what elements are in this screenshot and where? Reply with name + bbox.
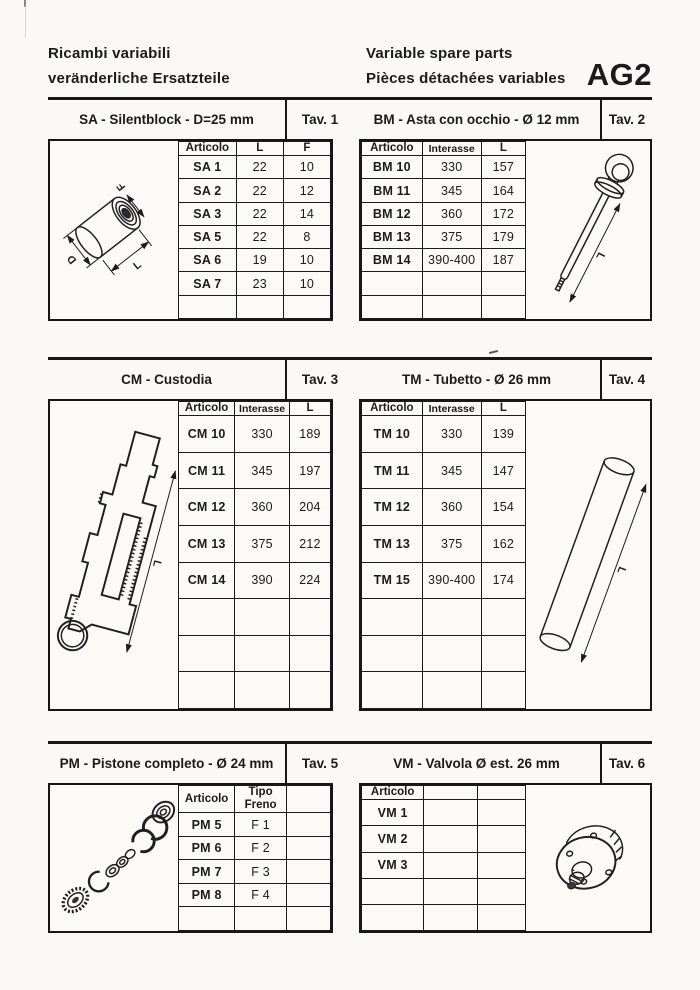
table-cell bbox=[362, 635, 423, 672]
tav-label: Tav. 1 bbox=[301, 112, 339, 127]
table-row bbox=[179, 202, 331, 225]
table-cell bbox=[422, 272, 481, 295]
table-cell: TM 13 bbox=[362, 526, 423, 563]
table-cell: 22 bbox=[236, 225, 283, 248]
section-title-sa: SA - Silentblock - D=25 mm bbox=[79, 112, 254, 127]
header-row bbox=[362, 142, 526, 156]
table-cell: 390 bbox=[235, 562, 290, 599]
header-titles-right bbox=[366, 41, 652, 97]
table-cell: 154 bbox=[481, 489, 525, 526]
table-cell: SA 1 bbox=[179, 156, 237, 179]
column-header: Articolo bbox=[179, 142, 237, 156]
table-cell: 345 bbox=[235, 452, 290, 489]
section-title-pm: PM - Pistone completo - Ø 24 mm bbox=[59, 756, 274, 771]
table-row bbox=[179, 452, 331, 489]
bm-drawing-area bbox=[526, 141, 650, 319]
sa-drawing-area bbox=[50, 141, 178, 319]
tav-label: Tav. 3 bbox=[301, 372, 339, 387]
column-header: Interasse bbox=[235, 402, 290, 416]
table-row bbox=[179, 836, 331, 860]
table-cell bbox=[478, 852, 526, 878]
cm-table bbox=[178, 401, 331, 709]
table-cell: SA 5 bbox=[179, 225, 237, 248]
vm-panel bbox=[359, 783, 652, 933]
table-row bbox=[362, 800, 526, 826]
empty-row bbox=[179, 599, 331, 636]
title-english: Variable spare parts bbox=[366, 45, 513, 62]
table-cell bbox=[362, 672, 423, 709]
table-cell: CM 13 bbox=[179, 526, 235, 563]
table-cell: 10 bbox=[283, 249, 330, 272]
section-title-vm: VM - Valvola Ø est. 26 mm bbox=[393, 756, 560, 771]
table-cell: VM 2 bbox=[362, 826, 424, 852]
table-cell: SA 6 bbox=[179, 249, 237, 272]
vm-drawing-area bbox=[526, 785, 650, 931]
table-cell bbox=[478, 800, 526, 826]
vm-table bbox=[361, 785, 526, 931]
column-header: F bbox=[283, 142, 330, 156]
table-cell: VM 3 bbox=[362, 852, 424, 878]
table-row bbox=[179, 526, 331, 563]
empty-row bbox=[179, 635, 331, 672]
sa-silentblock-drawing bbox=[50, 141, 178, 319]
table-cell: 345 bbox=[422, 179, 481, 202]
table-cell bbox=[362, 599, 423, 636]
table-cell bbox=[424, 878, 478, 904]
table-row bbox=[362, 452, 526, 489]
column-header: Articolo bbox=[362, 142, 423, 156]
column-header bbox=[424, 786, 478, 800]
column-header: Articolo bbox=[179, 786, 235, 813]
table-cell: 390-400 bbox=[422, 249, 481, 272]
empty-row bbox=[362, 672, 526, 709]
pm-piston-exploded-drawing bbox=[50, 785, 178, 931]
table-cell: VM 1 bbox=[362, 800, 424, 826]
table-cell: 8 bbox=[283, 225, 330, 248]
table-cell: BM 11 bbox=[362, 179, 423, 202]
section-pm-vm bbox=[48, 741, 652, 933]
table-cell bbox=[179, 295, 237, 318]
table-cell bbox=[289, 672, 330, 709]
tav-label: Tav. 4 bbox=[608, 372, 646, 387]
table-cell: 157 bbox=[481, 156, 525, 179]
table-cell bbox=[481, 295, 525, 318]
table-cell: 10 bbox=[283, 156, 330, 179]
table-cell bbox=[424, 904, 478, 930]
column-header: L bbox=[481, 142, 525, 156]
dimension-label: D bbox=[64, 252, 80, 267]
section-title-bm: BM - Asta con occhio - Ø 12 mm bbox=[373, 112, 580, 127]
table-row bbox=[179, 156, 331, 179]
table-cell: 360 bbox=[422, 489, 481, 526]
tm-panel bbox=[359, 399, 652, 711]
table-cell: 330 bbox=[422, 156, 481, 179]
table-cell: 189 bbox=[289, 416, 330, 453]
table-cell bbox=[362, 272, 423, 295]
column-header: Articolo bbox=[362, 786, 424, 800]
table-row bbox=[362, 156, 526, 179]
table-row bbox=[179, 883, 331, 907]
page-code: AG2 bbox=[586, 57, 652, 92]
sa-panel bbox=[48, 139, 333, 321]
table-cell: SA 3 bbox=[179, 202, 237, 225]
bm-panel bbox=[359, 139, 652, 321]
table-cell: 224 bbox=[289, 562, 330, 599]
title-german: veränderliche Ersatzteile bbox=[48, 70, 230, 87]
table-cell: CM 11 bbox=[179, 452, 235, 489]
section-title-cm: CM - Custodia bbox=[121, 372, 212, 387]
table-cell bbox=[235, 672, 290, 709]
table-cell: F 1 bbox=[235, 813, 287, 837]
table-cell bbox=[179, 907, 235, 931]
pm-panel bbox=[48, 783, 333, 933]
table-cell: SA 2 bbox=[179, 179, 237, 202]
column-header: L bbox=[289, 402, 330, 416]
bm-rod-drawing bbox=[526, 141, 650, 319]
column-header bbox=[286, 786, 330, 813]
table-row bbox=[362, 249, 526, 272]
table-cell bbox=[286, 860, 330, 884]
column-header bbox=[478, 786, 526, 800]
table-cell bbox=[236, 295, 283, 318]
empty-row bbox=[362, 272, 526, 295]
section-title-tm: TM - Tubetto - Ø 26 mm bbox=[402, 372, 551, 387]
table-cell bbox=[286, 813, 330, 837]
table-row bbox=[362, 489, 526, 526]
table-row bbox=[362, 179, 526, 202]
cm-drawing-area bbox=[50, 401, 178, 709]
tm-drawing-area bbox=[526, 401, 650, 709]
table-cell: 174 bbox=[481, 562, 525, 599]
tav-label: Tav. 6 bbox=[608, 756, 646, 771]
table-cell: 22 bbox=[236, 179, 283, 202]
table-cell bbox=[422, 599, 481, 636]
vm-valve-drawing bbox=[526, 785, 650, 931]
header-row bbox=[179, 142, 331, 156]
table-cell: PM 7 bbox=[179, 860, 235, 884]
table-row bbox=[179, 179, 331, 202]
page-header bbox=[48, 0, 652, 97]
table-row bbox=[179, 562, 331, 599]
table-cell bbox=[424, 852, 478, 878]
table-cell: 187 bbox=[481, 249, 525, 272]
table-cell bbox=[478, 878, 526, 904]
table-cell: PM 6 bbox=[179, 836, 235, 860]
table-cell: BM 14 bbox=[362, 249, 423, 272]
section-sa-bm bbox=[48, 97, 652, 321]
table-cell bbox=[362, 878, 424, 904]
column-header: L bbox=[236, 142, 283, 156]
table-cell: 12 bbox=[283, 179, 330, 202]
table-cell: 19 bbox=[236, 249, 283, 272]
table-row bbox=[362, 416, 526, 453]
header-row bbox=[179, 786, 331, 813]
dimension-label: L bbox=[593, 250, 607, 262]
table-cell: 139 bbox=[481, 416, 525, 453]
header-titles-left bbox=[48, 41, 366, 97]
cm-panel bbox=[48, 399, 333, 711]
table-row bbox=[179, 860, 331, 884]
table-cell: BM 12 bbox=[362, 202, 423, 225]
column-header: Articolo bbox=[362, 402, 423, 416]
title-french: Pièces détachées variables bbox=[366, 70, 566, 87]
table-row bbox=[362, 852, 526, 878]
section-title-row bbox=[48, 100, 652, 139]
table-cell: BM 13 bbox=[362, 225, 423, 248]
table-cell: TM 15 bbox=[362, 562, 423, 599]
table-cell: 197 bbox=[289, 452, 330, 489]
table-row bbox=[179, 272, 331, 295]
section-content bbox=[48, 399, 652, 711]
pm-table bbox=[178, 785, 331, 931]
header-titles-en-fr bbox=[366, 41, 566, 97]
table-cell bbox=[424, 826, 478, 852]
table-cell: PM 5 bbox=[179, 813, 235, 837]
table-cell: BM 10 bbox=[362, 156, 423, 179]
tav-label: Tav. 2 bbox=[608, 112, 646, 127]
table-cell bbox=[424, 800, 478, 826]
cm-housing-drawing bbox=[50, 401, 178, 709]
table-cell: 10 bbox=[283, 272, 330, 295]
section-cm-tm bbox=[48, 357, 652, 711]
table-cell bbox=[235, 599, 290, 636]
title-italian: Ricambi variabili bbox=[48, 45, 171, 62]
table-cell bbox=[286, 883, 330, 907]
dimension-label: F bbox=[114, 180, 129, 193]
table-cell: 22 bbox=[236, 156, 283, 179]
table-cell: 375 bbox=[235, 526, 290, 563]
table-cell bbox=[422, 295, 481, 318]
header-row bbox=[362, 402, 526, 416]
empty-row bbox=[362, 295, 526, 318]
empty-row bbox=[362, 635, 526, 672]
table-cell: TM 11 bbox=[362, 452, 423, 489]
table-cell: 172 bbox=[481, 202, 525, 225]
table-cell: TM 10 bbox=[362, 416, 423, 453]
table-row bbox=[362, 202, 526, 225]
table-cell bbox=[481, 635, 525, 672]
table-cell: 162 bbox=[481, 526, 525, 563]
table-cell: 390-400 bbox=[422, 562, 481, 599]
table-cell: 164 bbox=[481, 179, 525, 202]
scan-artifact bbox=[25, 6, 26, 38]
empty-row bbox=[179, 672, 331, 709]
table-cell: TM 12 bbox=[362, 489, 423, 526]
column-header: Interasse bbox=[422, 142, 481, 156]
header-row bbox=[362, 786, 526, 800]
table-row bbox=[179, 249, 331, 272]
table-cell bbox=[422, 635, 481, 672]
table-cell bbox=[422, 672, 481, 709]
table-cell bbox=[481, 272, 525, 295]
table-cell bbox=[235, 635, 290, 672]
table-cell bbox=[362, 295, 423, 318]
column-header: L bbox=[481, 402, 525, 416]
table-row bbox=[362, 826, 526, 852]
table-cell bbox=[235, 907, 287, 931]
empty-row bbox=[362, 904, 526, 930]
empty-row bbox=[179, 907, 331, 931]
table-cell bbox=[283, 295, 330, 318]
table-row bbox=[362, 526, 526, 563]
dimension-label: L bbox=[131, 258, 144, 273]
table-cell: 22 bbox=[236, 202, 283, 225]
table-cell bbox=[179, 599, 235, 636]
table-row bbox=[179, 489, 331, 526]
table-row bbox=[362, 225, 526, 248]
table-cell: F 4 bbox=[235, 883, 287, 907]
table-cell bbox=[478, 826, 526, 852]
tm-table bbox=[361, 401, 526, 709]
table-cell bbox=[286, 907, 330, 931]
table-cell: 23 bbox=[236, 272, 283, 295]
pm-drawing-area bbox=[50, 785, 178, 931]
section-title-row bbox=[48, 744, 652, 783]
empty-row bbox=[362, 599, 526, 636]
table-cell: 179 bbox=[481, 225, 525, 248]
dimension-label: L bbox=[614, 564, 628, 576]
table-cell bbox=[179, 635, 235, 672]
table-cell bbox=[286, 836, 330, 860]
table-cell: 375 bbox=[422, 225, 481, 248]
table-cell: 330 bbox=[422, 416, 481, 453]
column-header: Articolo bbox=[179, 402, 235, 416]
tav-label: Tav. 5 bbox=[301, 756, 339, 771]
section-title-row bbox=[48, 360, 652, 399]
table-cell: 147 bbox=[481, 452, 525, 489]
table-cell: 345 bbox=[422, 452, 481, 489]
table-cell: 212 bbox=[289, 526, 330, 563]
table-row bbox=[179, 225, 331, 248]
table-cell bbox=[362, 904, 424, 930]
table-cell: 375 bbox=[422, 526, 481, 563]
table-cell bbox=[289, 635, 330, 672]
table-cell bbox=[179, 672, 235, 709]
table-cell: CM 10 bbox=[179, 416, 235, 453]
table-cell: CM 12 bbox=[179, 489, 235, 526]
table-cell: 330 bbox=[235, 416, 290, 453]
table-cell: 360 bbox=[422, 202, 481, 225]
table-cell: F 3 bbox=[235, 860, 287, 884]
column-header: Interasse bbox=[422, 402, 481, 416]
table-cell: PM 8 bbox=[179, 883, 235, 907]
header-row bbox=[179, 402, 331, 416]
tm-tube-drawing bbox=[526, 401, 650, 709]
table-cell bbox=[478, 904, 526, 930]
table-row bbox=[179, 813, 331, 837]
table-row bbox=[362, 562, 526, 599]
page-content bbox=[48, 0, 652, 933]
empty-row bbox=[362, 878, 526, 904]
sa-table bbox=[178, 141, 331, 319]
empty-row bbox=[179, 295, 331, 318]
table-cell: F 2 bbox=[235, 836, 287, 860]
table-cell bbox=[481, 672, 525, 709]
bm-table bbox=[361, 141, 526, 319]
table-cell: SA 7 bbox=[179, 272, 237, 295]
table-cell: 14 bbox=[283, 202, 330, 225]
section-content bbox=[48, 783, 652, 933]
section-content bbox=[48, 139, 652, 321]
dimension-label: L bbox=[150, 558, 164, 569]
table-row bbox=[179, 416, 331, 453]
table-cell bbox=[289, 599, 330, 636]
table-cell: CM 14 bbox=[179, 562, 235, 599]
table-cell: 204 bbox=[289, 489, 330, 526]
table-cell: 360 bbox=[235, 489, 290, 526]
table-cell bbox=[481, 599, 525, 636]
column-header: Tipo Freno bbox=[235, 786, 287, 813]
